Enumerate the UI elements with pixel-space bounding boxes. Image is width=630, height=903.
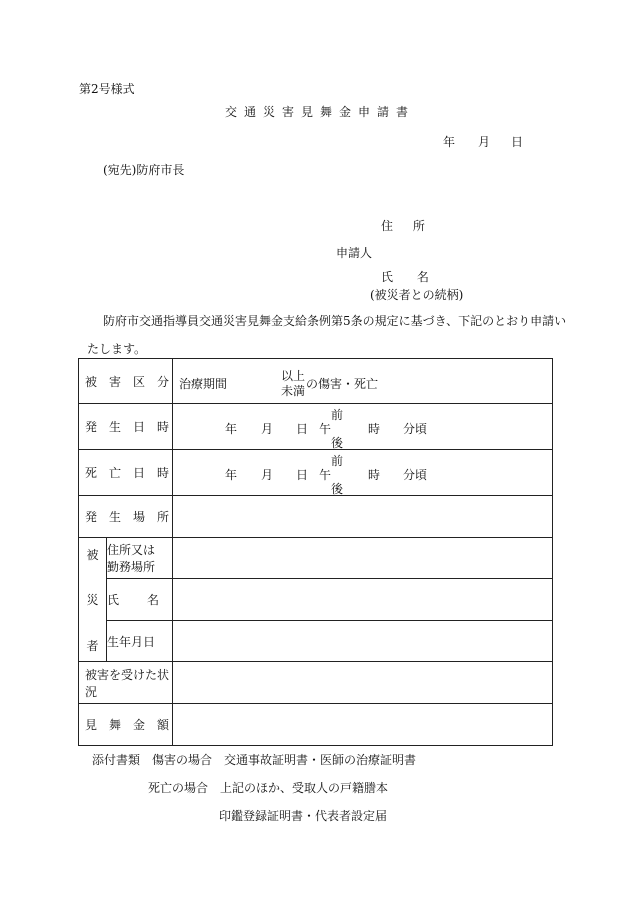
applicant-label: 申請人 <box>336 246 373 260</box>
attachments-line-3: 印鑑登録証明書・代表者設定届 <box>219 809 388 823</box>
minute-label: 分頃 <box>403 421 428 436</box>
body-text-line-2: たします。 <box>87 342 147 356</box>
victim-birthdate-label: 生年月日 <box>107 621 173 662</box>
treatment-period-label: 治療期間 <box>179 376 228 391</box>
year-label: 年 <box>225 467 238 482</box>
applicant-name-label: 氏 名 <box>381 270 439 284</box>
row-victim-birthdate <box>79 621 553 662</box>
injury-death-label: の傷害・死亡 <box>306 376 379 391</box>
addressee: (宛先)防府市長 <box>103 163 185 177</box>
month-label: 月 <box>261 467 274 482</box>
row-damage-category <box>79 359 553 404</box>
row-death-datetime <box>79 450 553 496</box>
row-amount <box>79 704 553 746</box>
date-month-label: 月 <box>478 135 491 149</box>
row-victim-address <box>79 538 553 579</box>
attachments-line-1: 添付書類 傷害の場合 交通事故証明書・医師の治療証明書 <box>92 753 417 767</box>
row-victim-name <box>79 579 553 621</box>
date-year-label: 年 <box>443 135 456 149</box>
hour-label: 時 <box>368 467 381 482</box>
year-label: 年 <box>225 421 238 436</box>
pm-label: 後 <box>331 481 344 496</box>
day-label: 日 <box>296 421 309 436</box>
noon-label: 午 <box>319 467 332 482</box>
victim-group-label: 被 災 者 <box>79 538 107 662</box>
victim-address-field[interactable] <box>173 538 553 579</box>
row-occurrence-place <box>79 496 553 538</box>
am-label: 前 <box>331 453 344 468</box>
attachments-line-2: 死亡の場合 上記のほか、受取人の戸籍謄本 <box>148 781 389 795</box>
damage-category-field[interactable] <box>173 359 553 404</box>
am-label: 前 <box>331 407 344 422</box>
death-datetime-label: 死 亡 日 時 <box>79 450 173 496</box>
relation-label: (被災者との続柄) <box>370 288 464 302</box>
occurrence-place-field[interactable] <box>173 496 553 538</box>
application-form-table <box>78 358 553 746</box>
situation-label: 被害を受けた状 況 <box>79 662 173 704</box>
victim-name-field[interactable] <box>173 579 553 621</box>
hour-label: 時 <box>368 421 381 436</box>
day-label: 日 <box>296 467 309 482</box>
under-label: 未満 <box>281 383 306 398</box>
amount-field[interactable] <box>173 704 553 746</box>
over-label: 以上 <box>281 368 306 383</box>
pm-label: 後 <box>331 435 344 450</box>
victim-address-label: 住所又は 勤務場所 <box>107 538 173 579</box>
minute-label: 分頃 <box>403 467 428 482</box>
damage-category-label: 被 害 区 分 <box>79 359 173 404</box>
body-text-line-1: 防府市交通指導員交通災害見舞金支給条例第5条の規定に基づき、下記のとおり申請い <box>103 314 567 328</box>
noon-label: 午 <box>319 421 332 436</box>
situation-field[interactable] <box>173 662 553 704</box>
month-label: 月 <box>261 421 274 436</box>
occurrence-place-label: 発 生 場 所 <box>79 496 173 538</box>
amount-label: 見 舞 金 額 <box>79 704 173 746</box>
death-datetime-field[interactable] <box>173 450 553 496</box>
document-title: 交通災害見舞金申請書 <box>225 105 416 119</box>
victim-name-label: 氏 名 <box>107 579 173 621</box>
victim-birthdate-field[interactable] <box>173 621 553 662</box>
occurrence-datetime-field[interactable] <box>173 404 553 450</box>
row-occurrence-datetime <box>79 404 553 450</box>
occurrence-datetime-label: 発 生 日 時 <box>79 404 173 450</box>
form-number: 第2号様式 <box>79 82 135 96</box>
applicant-address-label: 住 所 <box>381 219 433 233</box>
row-situation <box>79 662 553 704</box>
date-day-label: 日 <box>511 135 524 149</box>
